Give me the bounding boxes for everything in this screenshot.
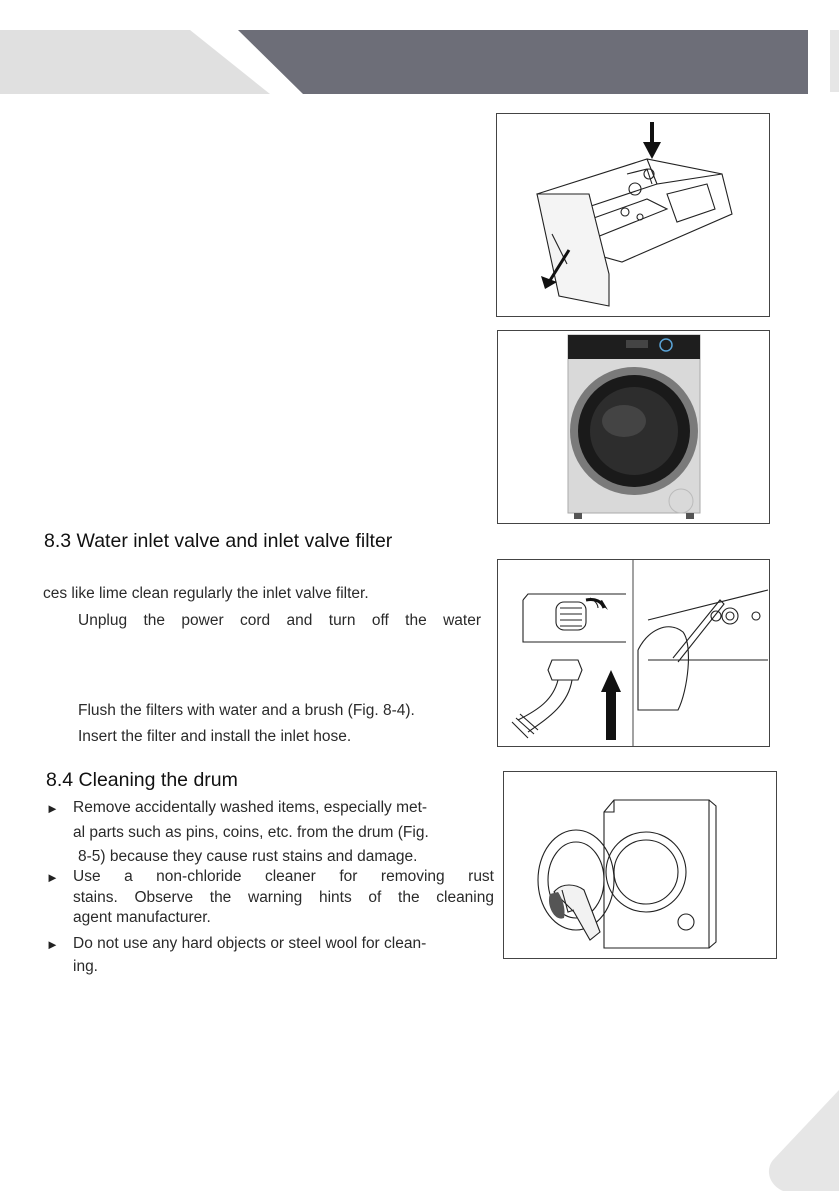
bullet-text-line: Remove accidentally washed items, especially met- [73,799,428,816]
section-8-3-text-line: Unplug the power cord and turn off the water [78,612,481,629]
figure-inlet-filter [497,559,770,747]
bullet-icon: ► [46,801,59,816]
bullet-icon: ► [46,937,59,952]
figure-drum-cleaning [503,771,777,959]
page-corner-tab [765,1090,839,1191]
bullet-text-line: Use a non-chloride cleaner for removing rust [73,868,494,885]
bullet-text-line: al parts such as pins, coins, etc. from the drum (Fig. [73,824,429,841]
figure-detergent-drawer [496,113,770,317]
section-8-3-text-line: Flush the filters with water and a brush (Fig. 8-4). [78,702,415,719]
bullet-text-line: agent manufacturer. [73,909,211,926]
page-edge-tab [830,30,839,92]
drum-cleaning-illustration [504,772,776,958]
section-8-3-text-line: Insert the filter and install the inlet hose. [78,728,352,745]
section-8-3-title: 8.3 Water inlet valve and inlet valve filter [44,530,393,552]
bullet-text-line: ing. [73,958,98,975]
section-8-3-text-line: ces like lime clean regularly the inlet valve filter. [43,585,369,602]
washing-machine-photo [498,331,769,523]
section-8-4-title: 8.4 Cleaning the drum [46,769,238,791]
inlet-filter-illustration [498,560,769,746]
figure-washing-machine [497,330,770,524]
detergent-drawer-illustration [497,114,769,316]
bullet-text-line: Do not use any hard objects or steel wool for clean- [73,935,427,952]
bullet-text-line: 8-5) because they cause rust stains and damage. [78,848,418,865]
header-bar [228,30,808,94]
bullet-icon: ► [46,870,59,885]
bullet-text-line: stains. Observe the warning hints of the cleaning [73,889,494,906]
